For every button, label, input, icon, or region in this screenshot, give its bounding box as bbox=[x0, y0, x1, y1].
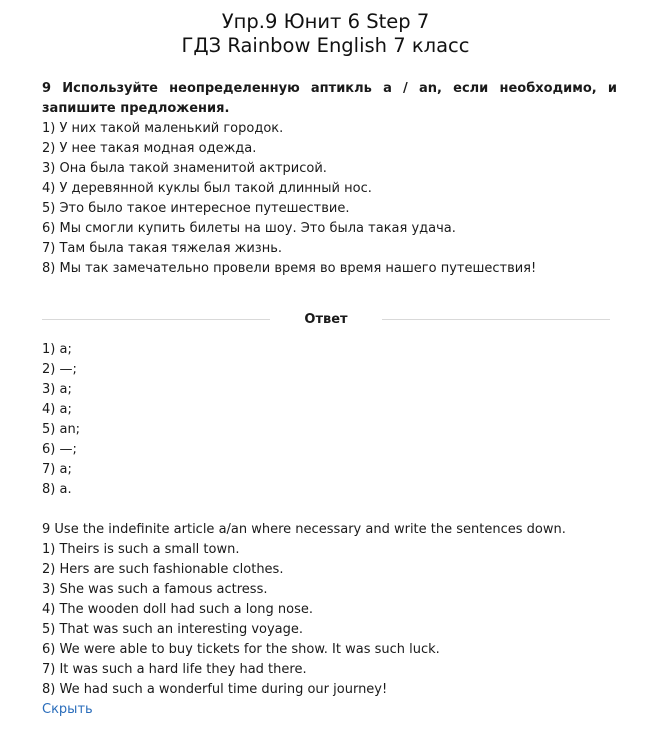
answer-item-3: 3) a; bbox=[42, 382, 72, 397]
task-english-item-2: 2) Hers are such fashionable clothes. bbox=[42, 562, 284, 577]
answer-item-6: 6) —; bbox=[42, 442, 77, 457]
answer-item-2: 2) —; bbox=[42, 362, 77, 377]
task-russian-item-2: 2) У нее такая модная одежда. bbox=[42, 141, 257, 156]
task-russian-item-5: 5) Это было такое интересное путешествие. bbox=[42, 201, 350, 216]
page-subtitle: ГДЗ Rainbow English 7 класс bbox=[181, 34, 470, 57]
answer-divider bbox=[42, 309, 610, 331]
task-russian-item-8: 8) Мы так замечательно провели время во время нашего путешествия! bbox=[42, 261, 537, 276]
task-english bbox=[42, 520, 617, 700]
task-russian-item-7: 7) Там была такая тяжелая жизнь. bbox=[42, 241, 283, 256]
answer-item-7: 7) a; bbox=[42, 462, 72, 477]
answer-item-5: 5) an; bbox=[42, 422, 81, 437]
answer-label: Ответ bbox=[304, 312, 348, 327]
task-english-item-8: 8) We had such a wonderful time during our journey! bbox=[42, 682, 388, 697]
answer-item-4: 4) a; bbox=[42, 402, 72, 417]
task-russian-item-3: 3) Она была такой знаменитой актрисой. bbox=[42, 161, 327, 176]
task-russian-item-6: 6) Мы смогли купить билеты на шоу. Это была такая удача. bbox=[42, 221, 456, 236]
task-russian bbox=[42, 79, 617, 279]
task-english-item-1: 1) Theirs is such a small town. bbox=[42, 542, 240, 557]
task-english-item-3: 3) She was such a famous actress. bbox=[42, 582, 268, 597]
task-russian-heading: 9 Используйте неопределенную аптикль а / an, если необходимо, и запишите предложения. bbox=[42, 81, 617, 116]
answer-item-8: 8) a. bbox=[42, 482, 72, 497]
answers-list bbox=[42, 340, 617, 500]
task-russian-item-1: 1) У них такой маленький городок. bbox=[42, 121, 284, 136]
task-russian-item-4: 4) У деревянной куклы был такой длинный нос. bbox=[42, 181, 372, 196]
task-english-item-7: 7) It was such a hard life they had there. bbox=[42, 662, 307, 677]
hide-link[interactable]: Скрыть bbox=[42, 702, 93, 717]
answer-item-1: 1) a; bbox=[42, 342, 72, 357]
task-english-item-4: 4) The wooden doll had such a long nose. bbox=[42, 602, 314, 617]
task-english-heading: 9 Use the indefinite article a/an where necessary and write the sentences down. bbox=[42, 522, 566, 537]
task-english-item-6: 6) We were able to buy tickets for the show. It was such luck. bbox=[42, 642, 440, 657]
page-title: Упр.9 Юнит 6 Step 7 bbox=[221, 10, 430, 33]
task-english-item-5: 5) That was such an interesting voyage. bbox=[42, 622, 304, 637]
